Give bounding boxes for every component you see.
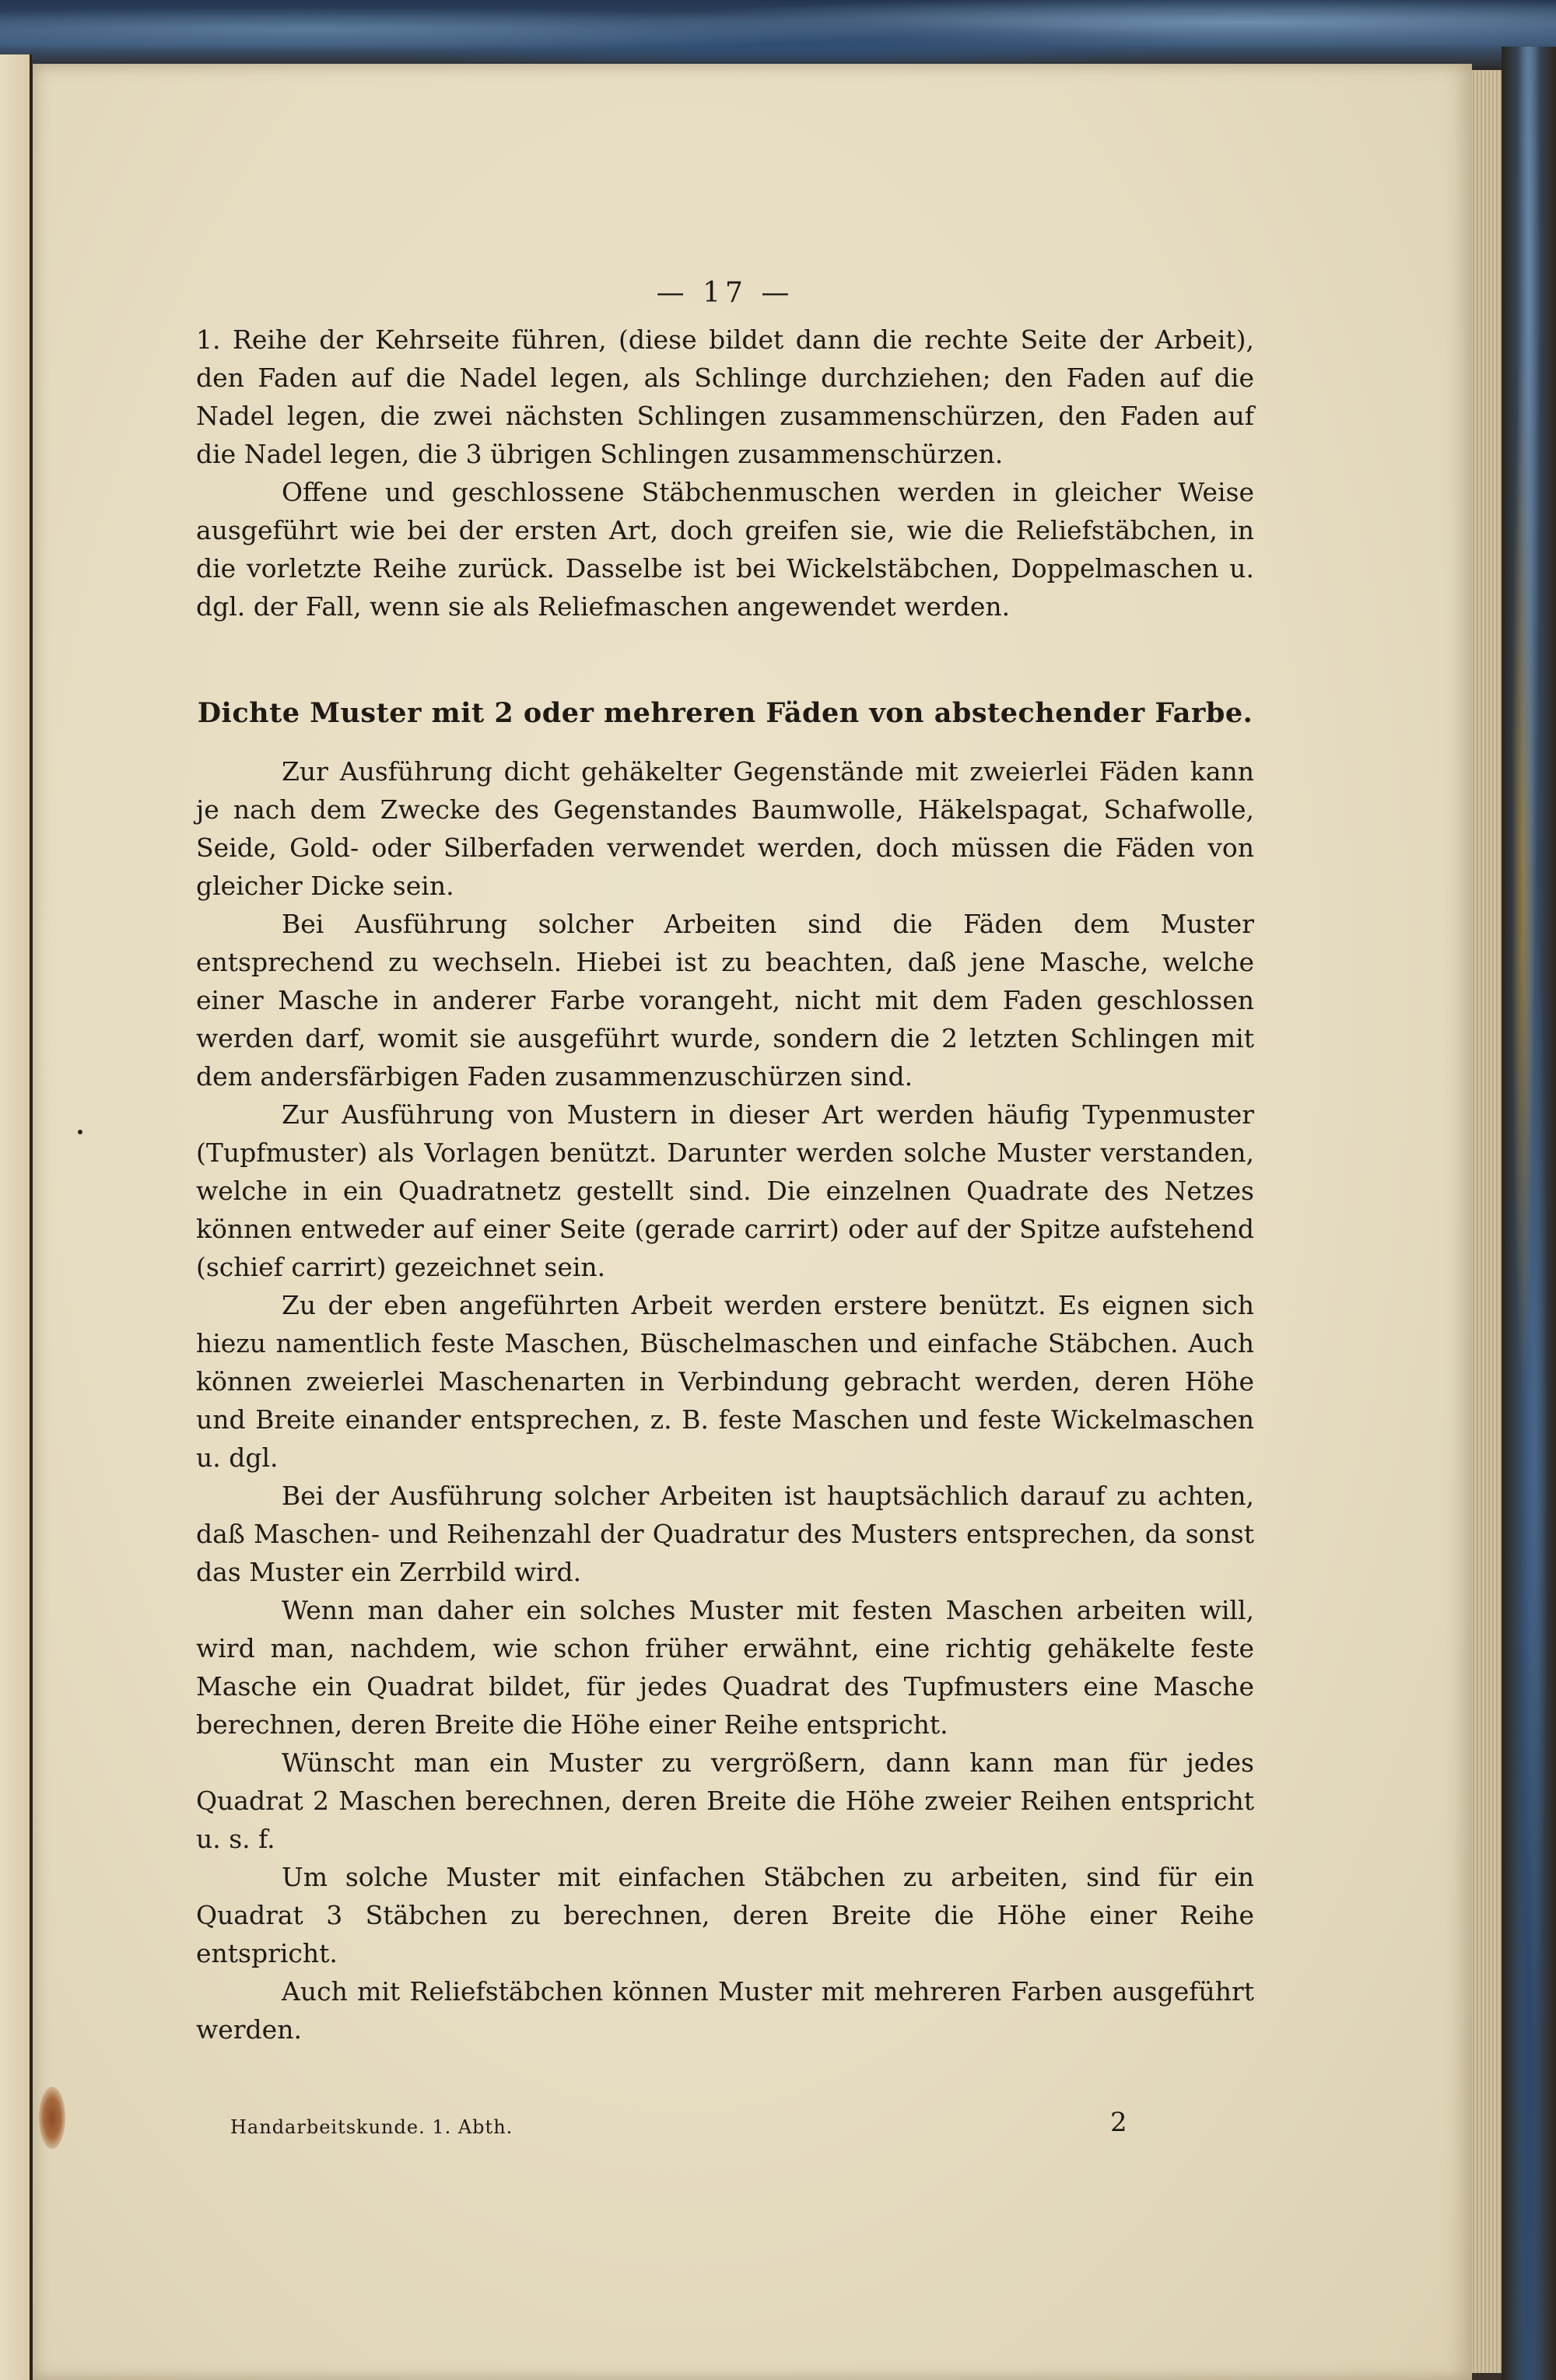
book-page bbox=[33, 64, 1472, 2380]
section-heading: Dichte Muster mit 2 oder mehreren Fäden von abstechender Farbe. bbox=[197, 697, 1253, 729]
signature-number: 2 bbox=[1110, 2107, 1127, 2138]
facing-page-edge bbox=[0, 54, 32, 2380]
paragraph: Zur Ausführung dicht gehäkelter Gegenstände mit zweierlei Fäden kann je nach dem Zwecke des Gegenstandes Baumwolle, Häkelspagat, Schafwolle, Seide, Gold- oder Silberfaden verwendet werden, doch müssen die Fäden von gleicher Dicke sein. bbox=[196, 756, 1254, 901]
paragraph: Wenn man daher ein solches Muster mit festen Maschen arbeiten will, wird man, nachdem, wie schon früher erwähnt, eine richtig gehäkelte feste Masche ein Quadrat bildet, für jedes Quadrat des Tupfmusters eine Masche berechnen, deren Breite die Höhe einer Reihe entspricht. bbox=[196, 1595, 1254, 1740]
paragraph: 1. Reihe der Kehrseite führen, (diese bildet dann die rechte Seite der Arbeit), den Faden auf die Nadel legen, als Schlinge durchziehen; den Faden auf die Nadel legen, die zwei nächsten Schlingen zusammenschürzen, den Faden auf die Nadel legen, die 3 übrigen Schlingen zusammenschürzen. bbox=[196, 324, 1254, 469]
marbled-binding-top bbox=[0, 0, 1556, 74]
age-stain bbox=[39, 2087, 65, 2149]
marbled-binding-right bbox=[1502, 47, 1556, 2380]
signature-line: Handarbeitskunde. 1. Abth. bbox=[230, 2116, 513, 2138]
paragraph: Wünscht man ein Muster zu vergrößern, dann kann man für jedes Quadrat 2 Maschen berechnen, deren Breite die Höhe zweier Reihen entspricht u. s. f. bbox=[196, 1747, 1254, 1854]
paragraph: Um solche Muster mit einfachen Stäbchen zu arbeiten, sind für ein Quadrat 3 Stäbchen zu berechnen, deren Breite die Höhe einer Reihe entspricht. bbox=[196, 1862, 1254, 1968]
body-text bbox=[196, 321, 1254, 2049]
paragraph: Offene und geschlossene Stäbchenmuschen werden in gleicher Weise ausgeführt wie bei der ersten Art, doch greifen sie, wie die Reliefstäbchen, in die vorletzte Reihe zurück. Dasselbe ist bei Wickelstäbchen, Doppelmaschen u. dgl. der Fall, wenn sie als Reliefmaschen angewendet werden. bbox=[196, 477, 1254, 622]
margin-mark bbox=[78, 1130, 82, 1134]
paragraph: Zur Ausführung von Mustern in dieser Art werden häufig Typenmuster (Tupfmuster) als Vorlagen benützt. Darunter werden solche Muster verstanden, welche in ein Quadratnetz gestellt sind. Die einzelnen Quadrate des Netzes können entweder auf einer Seite (gerade carrirt) oder auf der Spitze aufstehend (schief carrirt) gezeichnet sein. bbox=[196, 1099, 1254, 1282]
paragraph: Bei Ausführung solcher Arbeiten sind die Fäden dem Muster entsprechend zu wechseln. Hiebei ist zu beachten, daß jene Masche, welche einer Masche in anderer Farbe vorangeht, nicht mit dem Faden geschlossen werden darf, womit sie ausgeführt wurde, sondern die 2 letzten Schlingen mit dem andersfärbigen Faden zusammenzuschürzen sind. bbox=[196, 909, 1254, 1092]
paragraph: Bei der Ausführung solcher Arbeiten ist hauptsächlich darauf zu achten, daß Maschen- und Reihenzahl der Quadratur des Musters entsprechen, da sonst das Muster ein Zerrbild wird. bbox=[196, 1481, 1254, 1587]
paragraph: Zu der eben angeführten Arbeit werden erstere benützt. Es eignen sich hiezu namentlich feste Maschen, Büschelmaschen und einfache Stäbchen. Auch können zweierlei Maschenarten in Verbindung gebracht werden, deren Höhe und Breite einander entsprechen, z. B. feste Maschen und feste Wickelmaschen u. dgl. bbox=[196, 1290, 1254, 1473]
page-number: — 17 — bbox=[656, 277, 794, 309]
paragraph: Auch mit Reliefstäbchen können Muster mit mehreren Farben ausgeführt werden. bbox=[196, 1976, 1254, 2045]
